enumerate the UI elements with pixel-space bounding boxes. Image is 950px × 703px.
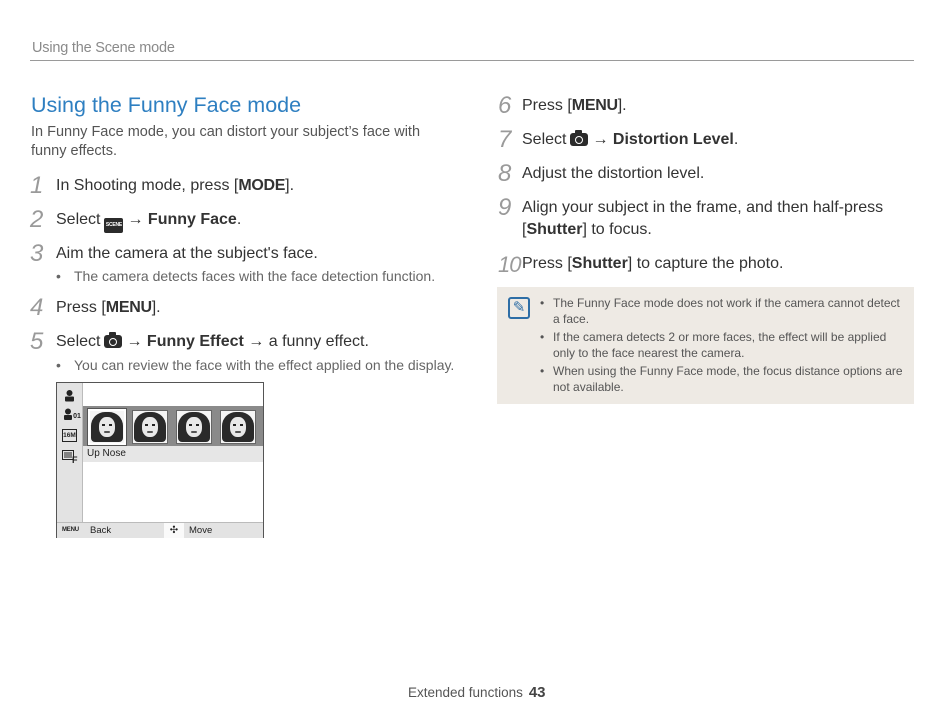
step-2: Select SCENE → Funny Face. [56, 209, 241, 233]
note-pen-icon: ✎ [508, 297, 530, 319]
step-3-number: 3 [30, 240, 43, 267]
menu-button-icon: MENU [62, 527, 79, 533]
camera-screen-illustration [56, 382, 264, 538]
page-title: Using the Funny Face mode [31, 93, 302, 117]
step-5-note: • You can review the face with the effect applied on the display. [56, 357, 455, 373]
back-label: Back [90, 525, 112, 536]
effect-thumbnail-selected[interactable] [88, 409, 126, 445]
effect-thumbnail[interactable] [220, 410, 256, 444]
step-7-number: 7 [498, 126, 511, 153]
step-7: Select → Distortion Level. [522, 131, 739, 148]
shutter-key: Shutter [571, 255, 628, 272]
note-box [497, 287, 914, 404]
note-item: • When using the Funny Face mode, the focus distance options are not available. [540, 364, 903, 394]
step-1: In Shooting mode, press [MODE]. [56, 177, 295, 194]
intro-text: In Funny Face mode, you can distort your subject’s face with funny effects. [31, 124, 421, 159]
quality-icon: F [62, 450, 77, 464]
camera-icon [104, 335, 122, 348]
section-header: Using the Scene mode [32, 40, 175, 56]
step-8-number: 8 [498, 160, 511, 187]
effect-thumbnail[interactable] [176, 410, 212, 444]
step-6: Press [MENU]. [522, 97, 627, 114]
step-4-number: 4 [30, 294, 43, 321]
step-1-number: 1 [30, 172, 43, 199]
move-arrows-icon: ✣ [164, 523, 184, 538]
page-footer [408, 684, 546, 701]
step-3-note: • The camera detects faces with the face detection function. [56, 268, 436, 284]
portrait-icon [62, 389, 77, 403]
note-item: • If the camera detects 2 or more faces, the effect will be applied only to the face nearest the camera. [540, 330, 887, 360]
step-2-number: 2 [30, 206, 43, 233]
mode-key: MODE [238, 177, 286, 194]
step-9-line-2: [Shutter] to focus. [522, 221, 652, 238]
resolution-icon: 16M [62, 429, 77, 442]
menu-key: MENU [105, 299, 152, 316]
step-6-number: 6 [498, 92, 511, 119]
step-3: Aim the camera at the subject's face. [56, 245, 318, 262]
screen-bottom-bar [57, 522, 263, 538]
screen-side-bar [57, 383, 83, 537]
selected-effect-label: Up Nose [83, 446, 263, 462]
note-item: • The Funny Face mode does not work if the camera cannot detect a face. [540, 296, 900, 326]
step-5: Select → Funny Effect → a funny effect. [56, 333, 369, 350]
step-9-number: 9 [498, 194, 511, 221]
effect-thumbnail[interactable] [132, 410, 168, 444]
step-10-number: 10 [498, 252, 521, 277]
step-9-line-1: Align your subject in the frame, and then half-press [522, 199, 884, 216]
shutter-key: Shutter [526, 221, 583, 238]
step-5-number: 5 [30, 328, 43, 355]
menu-key: MENU [571, 97, 618, 114]
header-rule [30, 60, 914, 61]
face-number-icon: 01 [62, 408, 82, 422]
step-8: Adjust the distortion level. [522, 165, 705, 182]
effect-thumbnail-strip [83, 406, 263, 446]
step-4: Press [MENU]. [56, 299, 161, 316]
footer-label: Extended functions [408, 685, 523, 700]
camera-icon [570, 133, 588, 146]
move-label: Move [189, 525, 213, 536]
page-number: 43 [528, 684, 546, 701]
step-10: Press [Shutter] to capture the photo. [522, 255, 784, 272]
scene-icon: SCENE [104, 218, 123, 233]
